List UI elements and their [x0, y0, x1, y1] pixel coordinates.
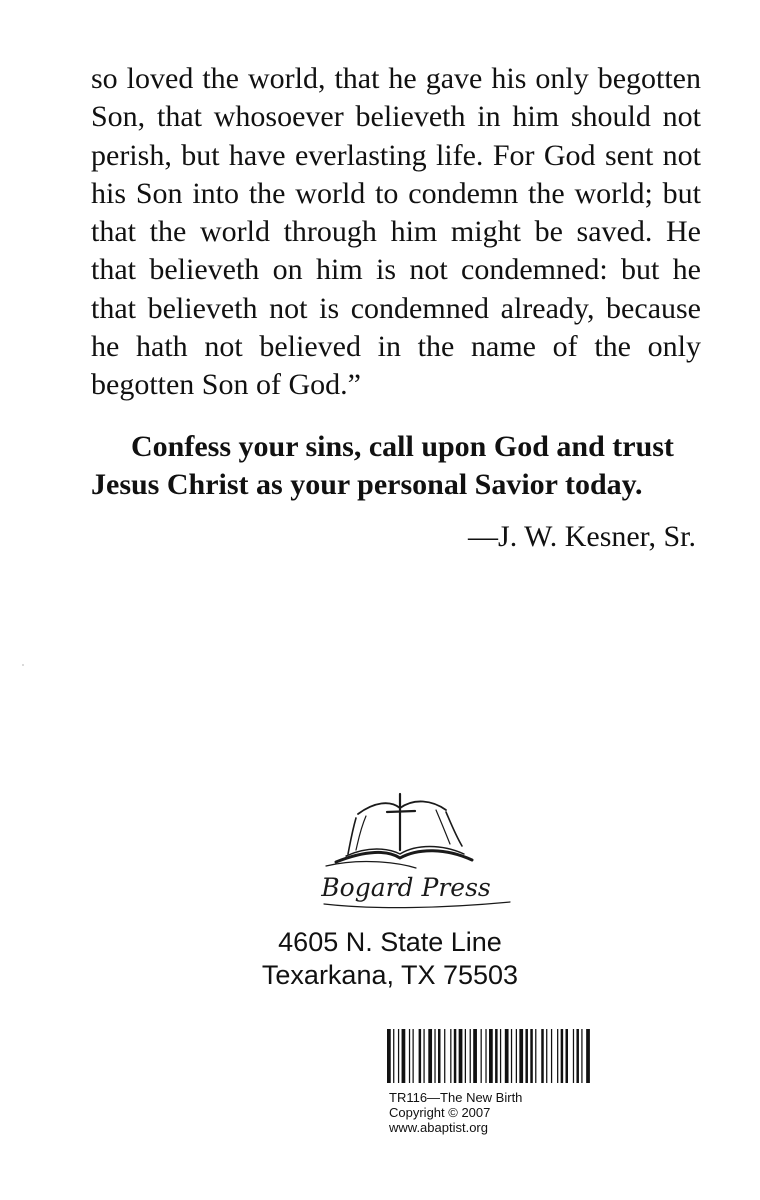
barcode-bar [428, 1029, 432, 1083]
barcode-bar [566, 1029, 569, 1083]
barcode-bar [485, 1029, 486, 1083]
barcode-bar [500, 1029, 501, 1083]
tract-website: www.abaptist.org [389, 1120, 488, 1135]
barcode-bar [481, 1029, 482, 1083]
barcode-bar [393, 1029, 394, 1083]
bogard-press-logo [296, 792, 516, 914]
author-signature: —J. W. Kesner, Sr. [468, 520, 696, 553]
barcode-bar [546, 1029, 547, 1083]
address-street: 4605 N. State Line [278, 927, 502, 957]
barcode-bar [541, 1029, 544, 1083]
barcode-bar [525, 1029, 528, 1083]
barcode-bar [505, 1029, 509, 1083]
logo-wordmark: Bogard Press [321, 873, 491, 902]
tract-info [389, 1090, 522, 1135]
barcode [385, 1029, 691, 1083]
barcode-bar [434, 1029, 435, 1083]
barcode-bar [581, 1029, 582, 1083]
barcode-bar [438, 1029, 441, 1083]
barcode-bar [387, 1029, 391, 1083]
barcode-bar [465, 1029, 466, 1083]
scripture-paragraph: so loved the world, that he gave his only begotten Son, that whosoever believeth in him should not perish, but have everlasting life. For God sent not his Son into the world to condemn the world; but that the world through him might be saved. He that believeth on him is not condemned: but he that believeth not is condemned already, because he hath not believed in the name of the only begotten Son of God.” [91, 62, 701, 402]
barcode-bar [519, 1029, 523, 1083]
call-to-action: Confess your sins, call upon God and trust Jesus Christ as your personal Savior today. [91, 430, 674, 501]
barcode-bar [551, 1029, 552, 1083]
barcode-bar [516, 1029, 517, 1083]
barcode-bar [561, 1029, 564, 1083]
barcode-bar [530, 1029, 533, 1083]
barcode-bar [576, 1029, 579, 1083]
barcode-bar [495, 1029, 498, 1083]
barcode-bar [557, 1029, 558, 1083]
print-speck [22, 664, 24, 666]
tract-code-title: TR116—The New Birth [389, 1090, 523, 1105]
barcode-bar [473, 1029, 477, 1083]
barcode-bar [423, 1029, 424, 1083]
address-city: Texarkana, TX 75503 [261, 960, 519, 990]
barcode-bar [419, 1029, 422, 1083]
barcode-bar [398, 1029, 399, 1083]
barcode-bar [535, 1029, 536, 1083]
barcode-bar [454, 1029, 457, 1083]
barcode-bar [459, 1029, 463, 1083]
barcode-bar [409, 1029, 410, 1083]
publisher-address [230, 926, 550, 992]
barcode-bar [413, 1029, 414, 1083]
barcode-bar [402, 1029, 406, 1083]
tract-copyright: Copyright © 2007 [389, 1105, 491, 1120]
barcode-bar [489, 1029, 493, 1083]
barcode-bar [586, 1029, 590, 1083]
barcode-bar [573, 1029, 574, 1083]
barcode-bar [511, 1029, 512, 1083]
barcode-bar [470, 1029, 471, 1083]
barcode-bar [444, 1029, 445, 1083]
barcode-bar [450, 1029, 451, 1083]
